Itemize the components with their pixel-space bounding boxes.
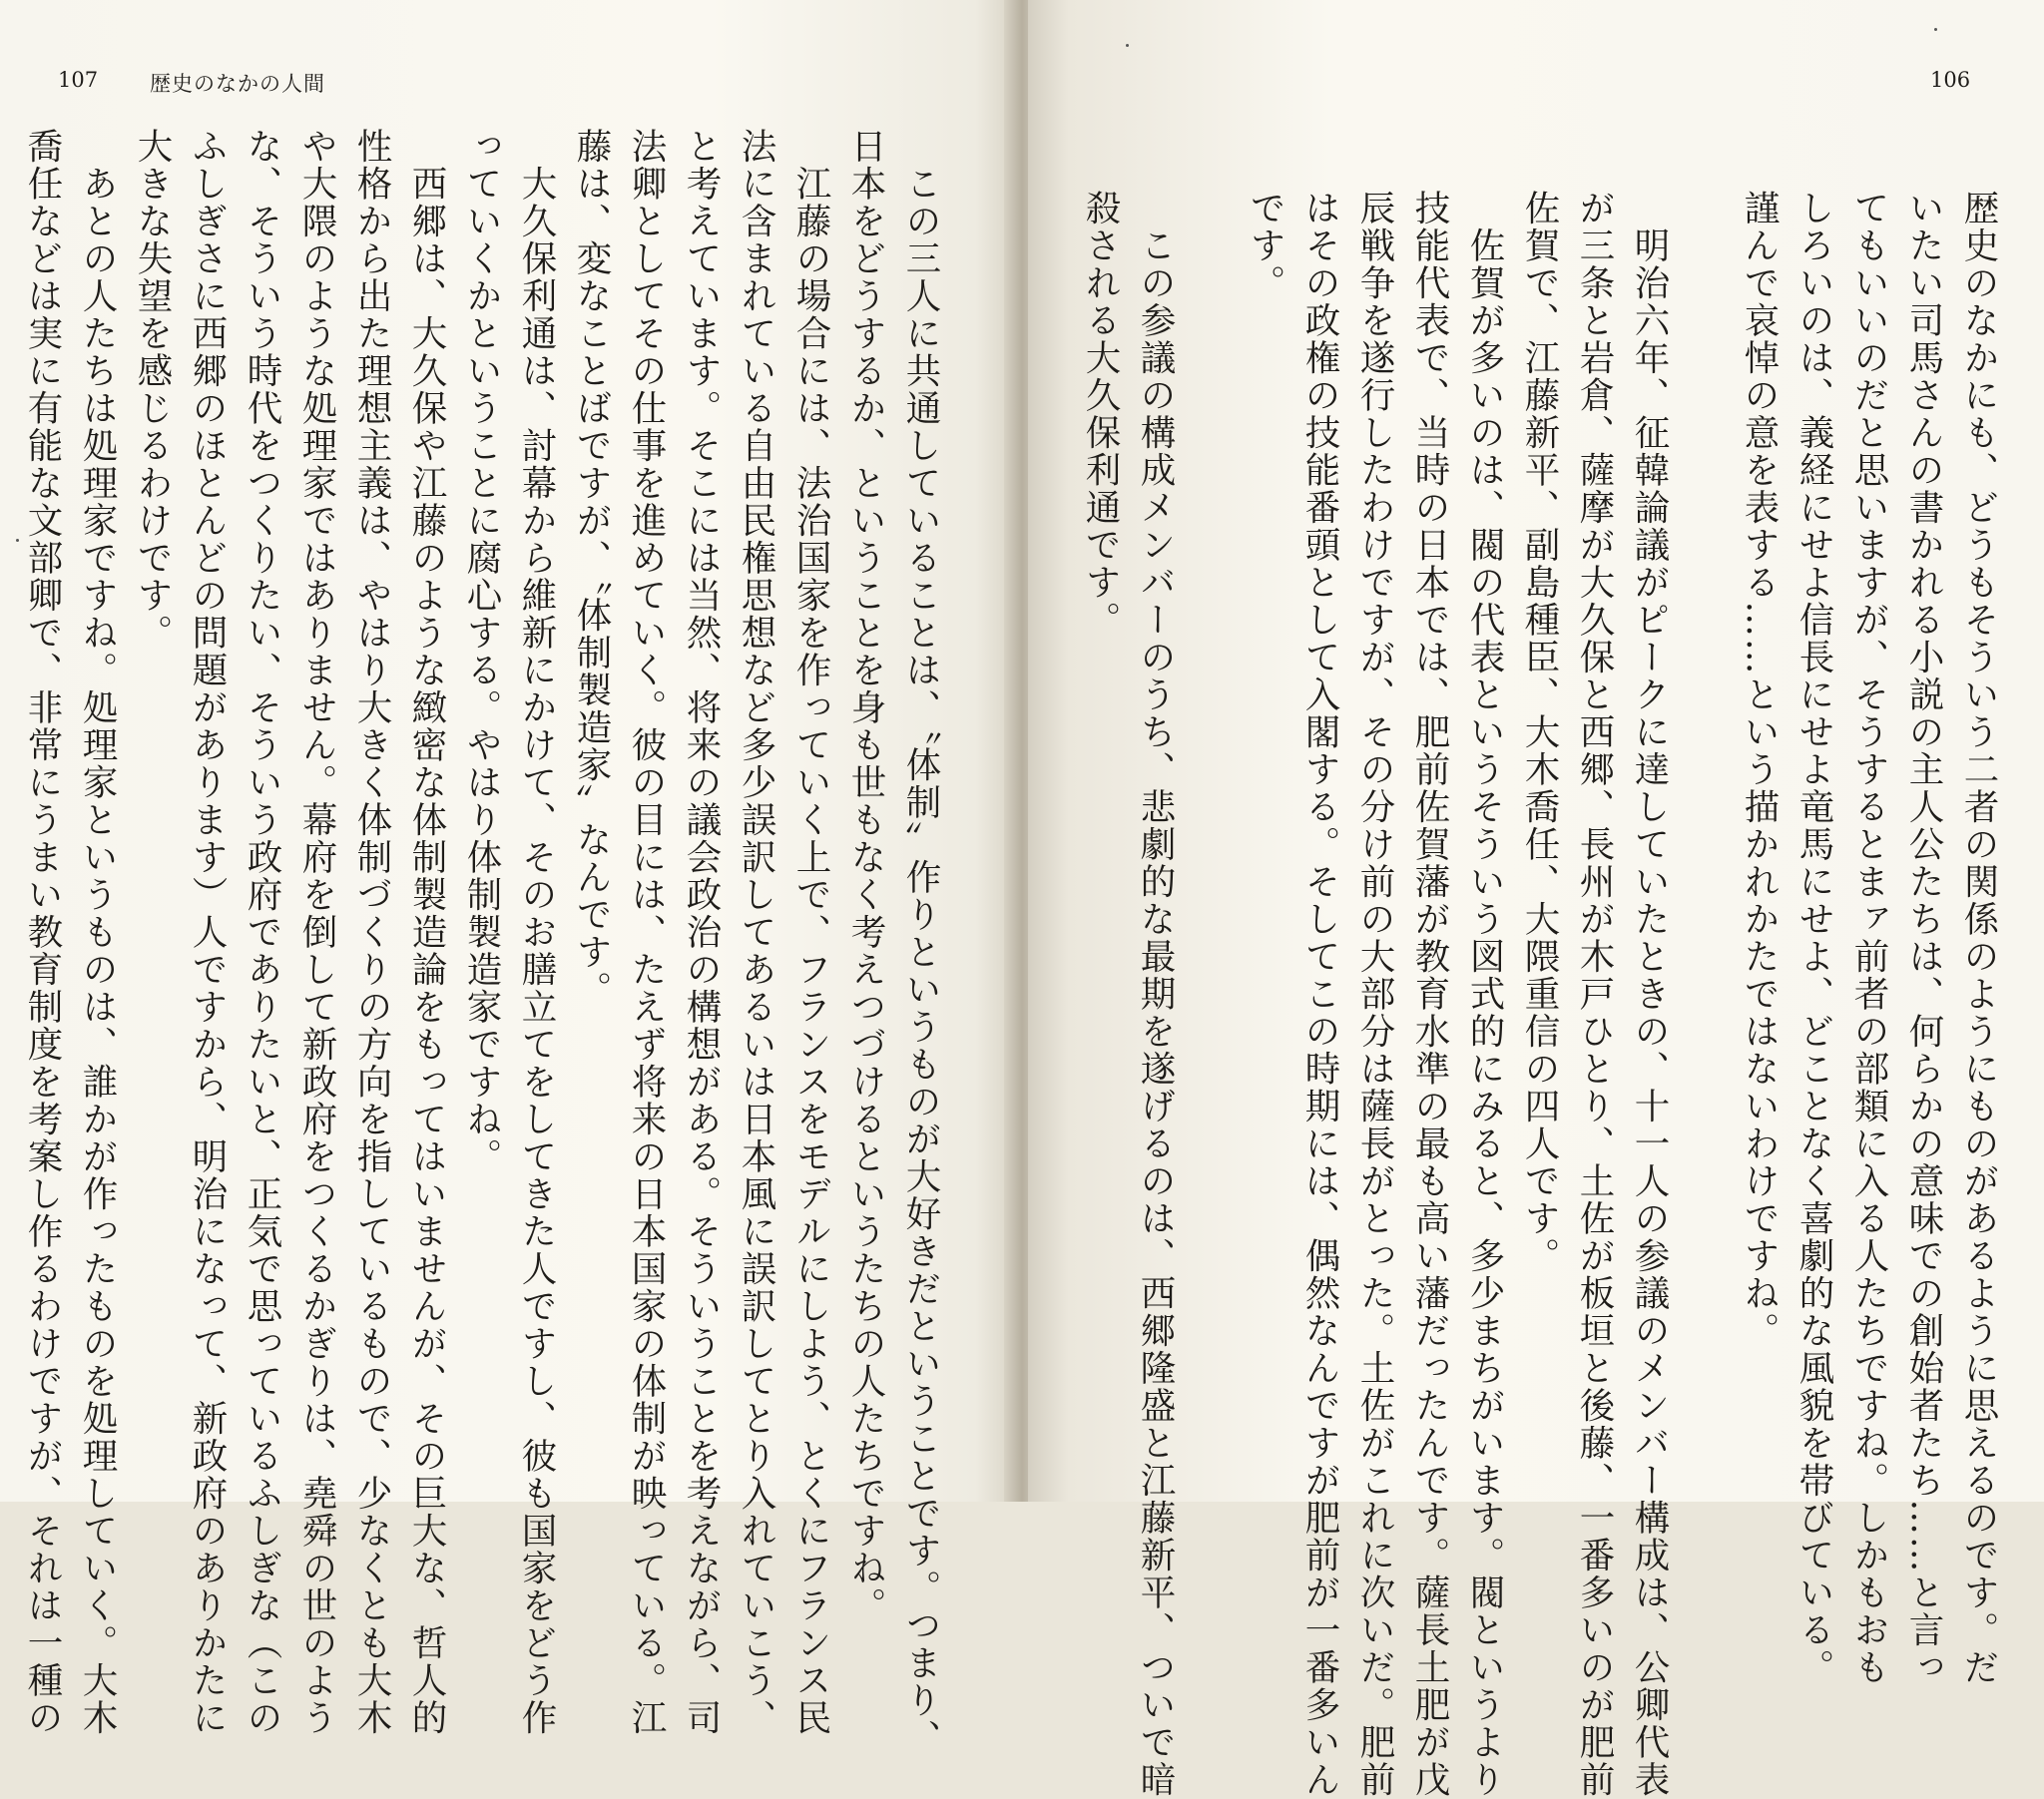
text-column: 江藤の場合には、法治国家を作っていく上で、フランスをモデルにしよう、とくにフランス民 [790,128,831,1737]
text-column: 大久保利通は、討幕から維新にかけて、そのお膳立てをしてきた人ですし、彼も国家をどう作 [516,128,557,1737]
text-column: 藤は、変なことばですが、〝体制製造家〟なんです。 [571,128,612,1009]
text-column: と考えています。そこには当然、将来の議会政治の構想がある。そういうことを考えながら、司 [681,128,722,1737]
running-head: 歴史のなかの人間 [150,72,325,96]
paper-speck [1934,28,1937,31]
text-column: が三条と岩倉、薩摩が大久保と西郷、長州が木戸ひとり、土佐が板垣と後藤、一番多いのが肥前 [1574,190,1615,1799]
left-page [0,0,1016,1757]
text-column: 喬任などは実に有能な文部卿で、非常にうまい教育制度を考案し作るわけですが、それは一種の [22,128,63,1737]
left-page-body-text [22,128,948,1757]
text-column: っていくかということに腐心する。やはり体制製造家ですね。 [461,128,502,1175]
text-column: や大隈のような処理家ではありません。幕府を倒して新政府をつくるかぎりは、堯舜の世のよう [296,128,337,1737]
text-column: 大きな失望を感じるわけです。 [132,128,173,652]
page-number-left: 107 [58,68,99,92]
text-column: ふしぎさに西郷のほとんどの問題があります）人ですから、明治になって、新政府のありかたに [187,128,228,1737]
text-column: てもいいのだと思いますが、そうするとまァ前者の部類に入る人たちですね。しかもおも [1848,190,1889,1686]
right-page [1028,0,2044,1799]
text-column: しろいのは、義経にせよ信長にせよ竜馬にせよ、どことなく喜劇的な風貌を帯びている。 [1793,190,1834,1686]
page-number-right: 106 [1930,68,1971,92]
text-column: 性格から出た理想主義は、やはり大きく体制づくりの方向を指しているもので、少なくとも大木 [351,128,392,1737]
text-column: あとの人たちは処理家ですね。処理家というものは、誰かが作ったものを処理していく。大木 [77,128,118,1737]
text-column: 辰戦争を遂行したわけですが、その分け前の大部分は薩長がとった。土佐がこれに次いだ。肥前 [1354,190,1395,1799]
paper-speck [1126,44,1129,47]
text-column: 佐賀が多いのは、閥の代表というそういう図式的にみると、多少まちがいます。閥というより [1464,190,1505,1799]
text-column: 佐賀で、江藤新平、副島種臣、大木喬任、大隈重信の四人です。 [1519,190,1560,1275]
text-column: 法卿としてその仕事を進めていく。彼の目には、たえず将来の日本国家の体制が映っている。江 [626,128,667,1737]
right-page-body-text [1080,190,2006,1799]
text-column: 殺される大久保利通です。 [1080,190,1121,639]
text-column: この参議の構成メンバーのうち、悲劇的な最期を遂げるのは、西郷隆盛と江藤新平、ついで暗 [1135,190,1176,1799]
text-column: な、そういう時代をつくりたい、そういう政府でありたいと、正気で思っているふしぎな（この [242,128,282,1737]
text-column: 日本をどうするか、ということを身も世もなく考えつづけるというたちの人たちですね。 [845,128,886,1624]
text-column: はその政権の技能番頭として入閣する。そしてこの時期には、偶然なんですが肥前が一番多いん [1299,190,1340,1799]
paper-speck [16,539,19,542]
text-column: 西郷は、大久保や江藤のような緻密な体制製造論をもってはいませんが、その巨大な、哲人的 [406,128,447,1737]
text-column: 歴史のなかにも、どうもそういう二者の関係のようにものがあるように思えるのです。だ [1958,190,1999,1686]
text-column [1677,190,1732,1567]
text-column: です。 [1245,190,1285,302]
text-column: 謹んで哀悼の意を表する……という描かれかたではないわけですね。 [1739,190,1780,1350]
text-column [1183,190,1238,1567]
text-column: 技能代表で、当時の日本では、肥前佐賀藩が教育水準の最も高い藩だったんです。薩長土肥が戊 [1409,190,1450,1799]
text-column: 明治六年、征韓論議がピークに達していたときの、十一人の参議のメンバー構成は、公卿代表 [1629,190,1670,1799]
text-column: 法に含まれている自由民権思想など多少誤訳してあるいは日本風に誤訳してとり入れていこう、 [736,128,776,1737]
text-column: この三人に共通していることは、〝体制〟作りというものが大好きだということです。つまり、 [900,128,941,1757]
text-column: いたい司馬さんの書かれる小説の主人公たちは、何らかの意味での創始者たち……と言っ [1903,190,1944,1686]
